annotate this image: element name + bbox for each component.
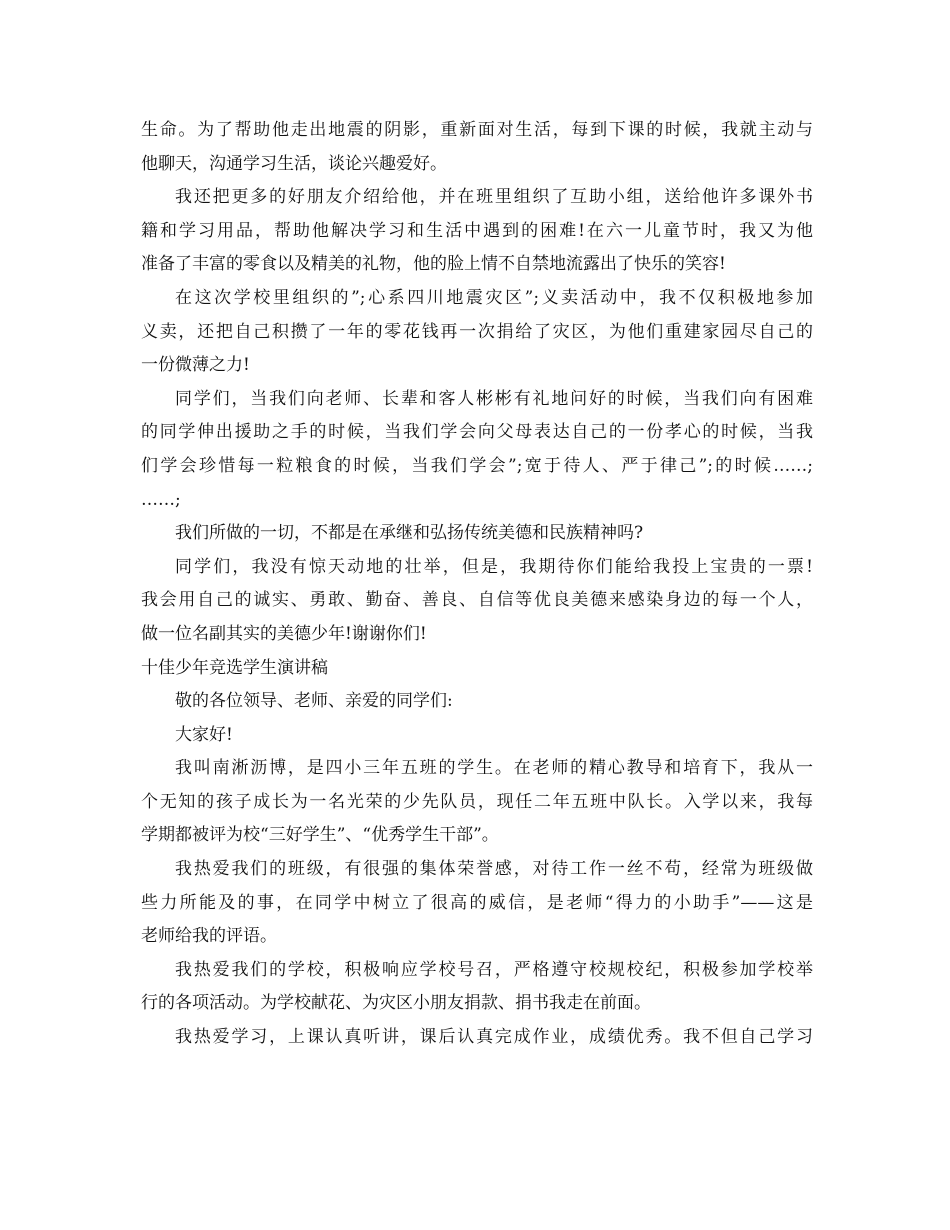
salutation-line: 敬的各位领导、老师、亲爱的同学们: xyxy=(175,691,453,712)
paragraph-start-line: 我还把更多的好朋友介绍给他，并在班里组织了互助小组，送给他许多课外书 xyxy=(175,187,813,208)
paragraph-start-line: 我们所做的一切，不都是在承继和弘扬传统美德和民族精神吗? xyxy=(175,523,644,544)
text-line: ……; xyxy=(141,489,181,510)
greeting-line: 大家好! xyxy=(175,724,233,745)
text-line: 他聊天，沟通学习生活，谈论兴趣爱好。 xyxy=(141,153,447,174)
text-line: 些力所能及的事，在同学中树立了很高的威信，是老师“得力的小助手”——这是 xyxy=(141,892,813,913)
paragraph-start-line: 在这次学校里组织的”;心系四川地震灾区”;义卖活动中，我不仅积极地参加 xyxy=(175,287,813,308)
paragraph-start-line: 同学们，当我们向老师、长辈和客人彬彬有礼地问好的时候，当我们向有困难 xyxy=(175,388,813,409)
text-line: 老师给我的评语。 xyxy=(141,926,277,947)
paragraph-start-line: 我叫南淅沥博，是四小三年五班的学生。在老师的精心教导和培育下，我从一 xyxy=(175,758,813,779)
text-line: 行的各项活动。为学校献花、为灾区小朋友捐款、捐书我走在前面。 xyxy=(141,993,651,1014)
paragraph-start-line: 我热爱我们的班级，有很强的集体荣誉感，对待工作一丝不苟，经常为班级做 xyxy=(175,859,813,880)
paragraph-start-line: 同学们，我没有惊天动地的壮举，但是，我期待你们能给我投上宝贵的一票! xyxy=(175,556,813,577)
text-line: 一份微薄之力! xyxy=(141,355,250,376)
text-line: 个无知的孩子成长为一名光荣的少先队员，现任二年五班中队长。入学以来，我每 xyxy=(141,791,813,812)
text-line: 我会用自己的诚实、勇敢、勤奋、善良、自信等优良美德来感染身边的每一个人， xyxy=(141,590,813,611)
text-line: 们学会珍惜每一粒粮食的时候，当我们学会”;宽于待人、严于律己”;的时候……; xyxy=(141,455,813,476)
text-line: 籍和学习用品，帮助他解决学习和生活中遇到的困难!在六一儿童节时，我又为他 xyxy=(141,220,813,241)
text-line: 学期都被评为校“三好学生”、“优秀学生干部”。 xyxy=(141,825,499,846)
document-body xyxy=(141,114,813,1055)
paragraph-start-line: 我热爱我们的学校，积极响应学校号召，严格遵守校规校纪，积极参加学校举 xyxy=(175,959,813,980)
text-line: 的同学伸出援助之手的时候，当我们学会向父母表达自己的一份孝心的时候，当我 xyxy=(141,422,813,443)
text-line: 生命。为了帮助他走出地震的阴影，重新面对生活，每到下课的时候，我就主动与 xyxy=(141,120,813,140)
section-title: 十佳少年竞选学生演讲稿 xyxy=(141,657,328,678)
text-line: 准备了丰富的零食以及精美的礼物，他的脸上情不自禁地流露出了快乐的笑容! xyxy=(141,254,726,275)
paragraph-start-line: 我热爱学习，上课认真听讲，课后认真完成作业，成绩优秀。我不但自己学习 xyxy=(175,1027,813,1048)
text-line: 义卖，还把自己积攒了一年的零花钱再一次捐给了灾区，为他们重建家园尽自己的 xyxy=(141,321,813,342)
text-line: 做一位名副其实的美德少年!谢谢你们! xyxy=(141,623,427,644)
